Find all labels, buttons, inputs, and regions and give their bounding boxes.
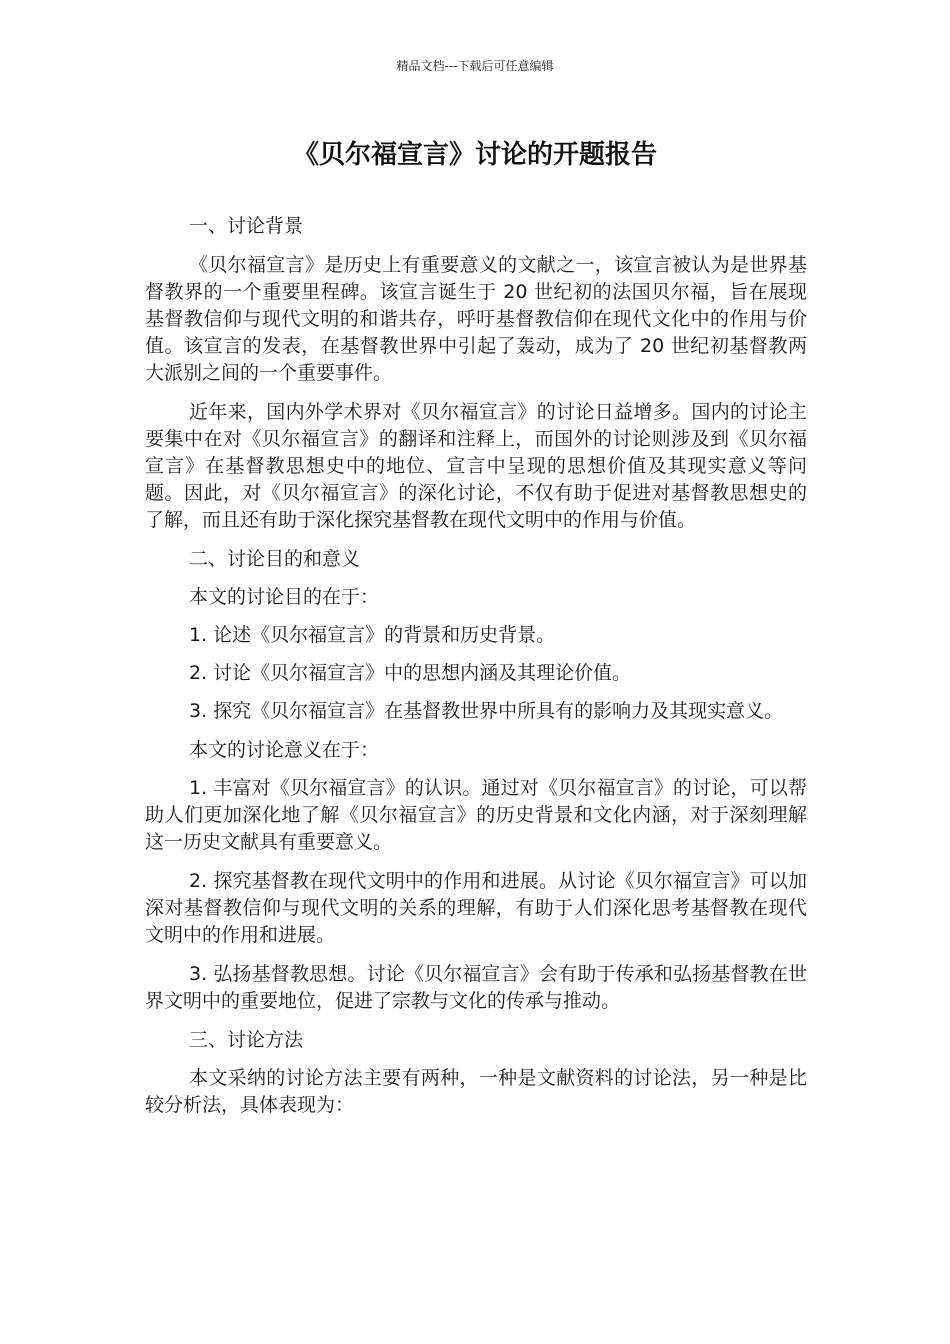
document-title: 《贝尔福宣言》讨论的开题报告 [292, 140, 657, 170]
paragraph-method-intro: 本文采纳的讨论方法主要有两种，一种是文献资料的讨论法，另一种是比较分析法，具体表现为： [145, 1067, 807, 1116]
paragraph-research-status: 近年来，国内外学术界对《贝尔福宣言》的讨论日益增多。国内的讨论主要集中在对《贝尔福宣言》的翻译和注释上，而国外的讨论则涉及到《贝尔福宣言》在基督教思想史中的地位、宣言中呈现的思想价值及其现实意义等问题。因此，对《贝尔福宣言》的深化讨论，不仅有助于促进对基督教思想史的了解，而且还有助于深化探究基督教在现代文明中的作用与价值。 [145, 401, 807, 531]
section-heading-background: 一、讨论背景 [189, 215, 304, 237]
list-item-purpose-1: 1. 论述《贝尔福宣言》的背景和历史背景。 [189, 624, 556, 646]
list-item-significance-2: 2. 探究基督教在现代文明中的作用和进展。从讨论《贝尔福宣言》可以加深对基督教信仰与现代文明的关系的理解，有助于人们深化思考基督教在现代文明中的作用和进展。 [145, 870, 807, 946]
page-header: 精品文档---下载后可任意编辑 [396, 59, 554, 73]
list-item-purpose-3: 3. 探究《贝尔福宣言》在基督教世界中所具有的影响力及其现实意义。 [189, 700, 784, 722]
section-heading-method: 三、讨论方法 [189, 1029, 304, 1051]
list-item-purpose-2: 2. 讨论《贝尔福宣言》中的思想内涵及其理论价值。 [189, 662, 632, 684]
paragraph-purpose-lead: 本文的讨论目的在于： [189, 586, 380, 608]
paragraph-background-intro: 《贝尔福宣言》是历史上有重要意义的文献之一，该宣言被认为是世界基督教界的一个重要里程碑。该宣言诞生于 20 世纪初的法国贝尔福，旨在展现基督教信仰与现代文明的和谐共存，呼吁基督教信仰在现代文化中的作用与价值。该宣言的发表，在基督教世界中引起了轰动，成为了 20 世纪初基督教两大派别之间的一个重要事件。 [145, 254, 807, 384]
paragraph-significance-lead: 本文的讨论意义在于： [189, 739, 380, 761]
document-body [145, 213, 807, 1131]
list-item-significance-1: 1. 丰富对《贝尔福宣言》的认识。通过对《贝尔福宣言》的讨论，可以帮助人们更加深化地了解《贝尔福宣言》的历史背景和文化内涵，对于深刻理解这一历史文献具有重要意义。 [145, 777, 807, 853]
section-heading-purpose: 二、讨论目的和意义 [189, 548, 361, 570]
list-item-significance-3: 3. 弘扬基督教思想。讨论《贝尔福宣言》会有助于传承和弘扬基督教在世界文明中的重要地位，促进了宗教与文化的传承与推动。 [145, 963, 807, 1012]
